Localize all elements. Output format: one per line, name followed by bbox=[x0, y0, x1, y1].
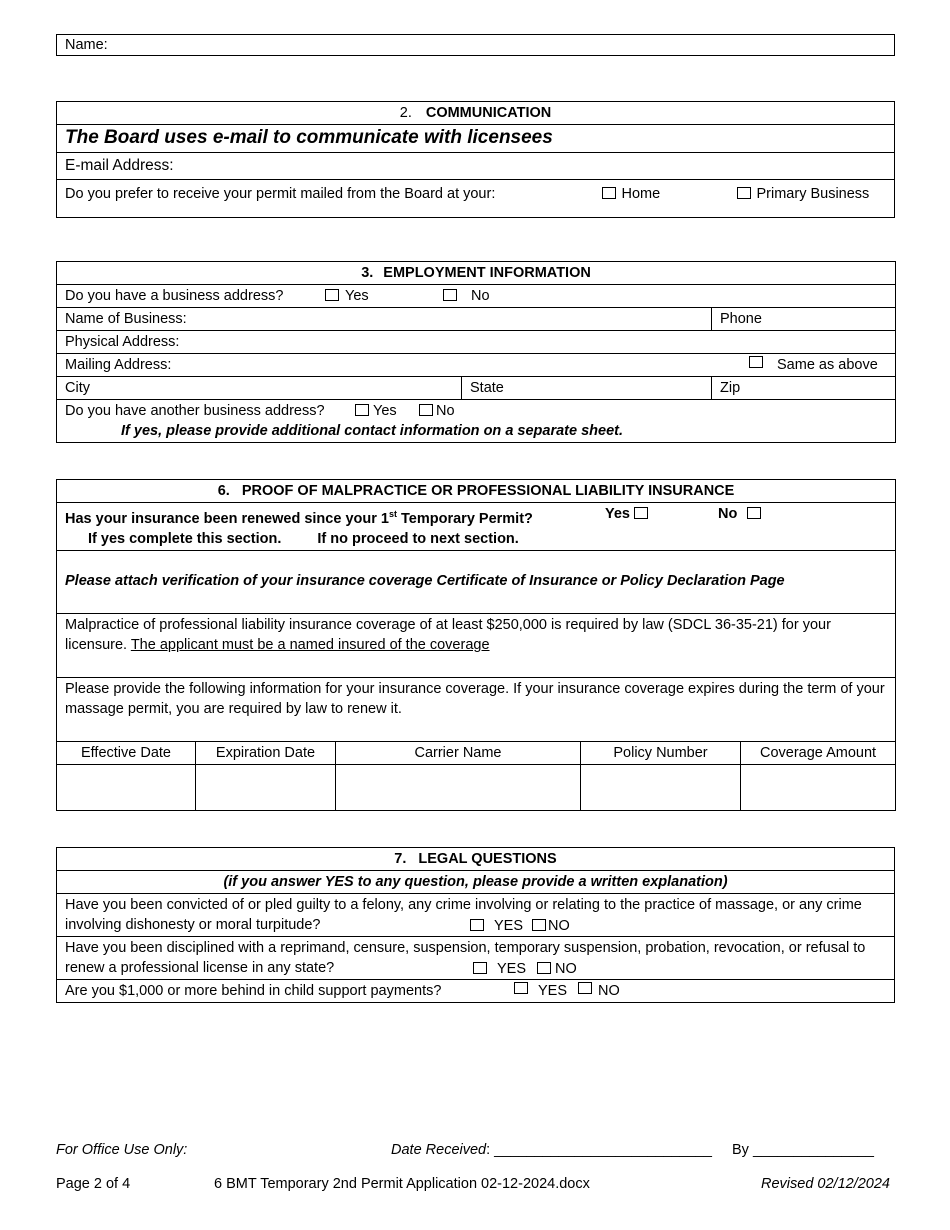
yes-label: YES bbox=[494, 918, 524, 934]
section-number: 3. bbox=[361, 265, 374, 281]
column-header: Coverage Amount bbox=[741, 741, 896, 764]
column-header: Policy Number bbox=[581, 741, 741, 764]
provide-paragraph: Please provide the following information for your insurance coverage. If your insurance coverage expires during the term of your massage permit, you are required by law to renew it. bbox=[57, 677, 896, 741]
yes-label: Yes bbox=[345, 288, 369, 304]
section-number: 7. bbox=[394, 851, 407, 867]
no-label: NO bbox=[598, 983, 620, 999]
if-yes-text: If yes complete this section. bbox=[88, 530, 282, 547]
named-insured-text: The applicant must be a named insured of the coverage bbox=[130, 636, 490, 653]
communication-section bbox=[56, 101, 895, 218]
city-label: City bbox=[65, 380, 90, 396]
email-label: E-mail Address: bbox=[65, 157, 174, 174]
home-label: Home bbox=[621, 186, 661, 202]
zip-field[interactable] bbox=[712, 377, 896, 400]
additional-contact-note: If yes, please provide additional contact information on a separate sheet. bbox=[121, 423, 623, 439]
office-use-label: For Office Use Only: bbox=[56, 1142, 188, 1158]
yes-label: Yes bbox=[373, 403, 397, 419]
city-field[interactable] bbox=[57, 377, 462, 400]
name-label: Name: bbox=[65, 37, 108, 53]
mailing-address-field[interactable] bbox=[57, 354, 896, 377]
column-header: Effective Date bbox=[57, 741, 196, 764]
law-paragraph: Malpractice of professional liability insurance coverage of at least $250,000 is required by law (SDCL 36-35-21) for your licensure. The applicant must be a named insured of the coverage bbox=[57, 613, 896, 677]
if-no-text: If no proceed to next section. bbox=[317, 530, 519, 547]
q2-yes-checkbox[interactable] bbox=[473, 962, 487, 974]
by-field: By _______________ bbox=[732, 1142, 874, 1158]
column-header: Carrier Name bbox=[336, 741, 581, 764]
q3-no-checkbox[interactable] bbox=[578, 982, 592, 994]
business-yes-checkbox[interactable] bbox=[325, 289, 339, 301]
yes-label: Yes bbox=[605, 506, 630, 522]
physical-address-field[interactable] bbox=[57, 331, 896, 354]
legal-question: Have you been disciplined with a reprimand, censure, suspension, temporary suspension, probation, revocation, or refusal to renew a professional license in any state? bbox=[65, 940, 866, 976]
coverage-amount-field[interactable] bbox=[741, 764, 896, 810]
no-label: NO bbox=[548, 918, 570, 934]
effective-date-field[interactable] bbox=[57, 764, 196, 810]
primary-business-label: Primary Business bbox=[756, 186, 870, 202]
file-name: 6 BMT Temporary 2nd Permit Application 02-12-2024.docx bbox=[214, 1176, 590, 1192]
legal-section bbox=[56, 847, 895, 1003]
q1-no-checkbox[interactable] bbox=[532, 919, 546, 931]
section-title: PROOF OF MALPRACTICE OR PROFESSIONAL LIABILITY INSURANCE bbox=[241, 483, 735, 499]
zip-label: Zip bbox=[720, 380, 741, 396]
q3-yes-checkbox[interactable] bbox=[514, 982, 528, 994]
phone-label: Phone bbox=[720, 311, 762, 327]
section-title: EMPLOYMENT INFORMATION bbox=[383, 265, 591, 281]
section-title: COMMUNICATION bbox=[425, 105, 552, 121]
revised-date: Revised 02/12/2024 bbox=[761, 1176, 890, 1192]
another-address-question: Do you have another business address? bbox=[65, 403, 325, 419]
renewed-question: Has your insurance been renewed since your 1st Temporary Permit? bbox=[65, 509, 533, 527]
email-field[interactable] bbox=[57, 153, 895, 180]
primary-business-checkbox[interactable] bbox=[737, 187, 751, 199]
yes-label: YES bbox=[538, 983, 568, 999]
business-name-label: Name of Business: bbox=[65, 311, 187, 327]
q1-yes-checkbox[interactable] bbox=[470, 919, 484, 931]
name-field[interactable] bbox=[57, 35, 895, 56]
section-number: 6. bbox=[217, 483, 230, 499]
legal-question: Are you $1,000 or more behind in child support payments? bbox=[65, 983, 442, 999]
policy-number-field[interactable] bbox=[581, 764, 741, 810]
home-checkbox[interactable] bbox=[602, 187, 616, 199]
q2-no-checkbox[interactable] bbox=[537, 962, 551, 974]
mailing-address-label: Mailing Address: bbox=[65, 357, 172, 373]
renewed-no-checkbox[interactable] bbox=[747, 507, 761, 519]
legal-question-row bbox=[57, 937, 895, 980]
no-label: No bbox=[718, 506, 738, 522]
page-number: Page 2 of 4 bbox=[56, 1176, 131, 1192]
business-name-field[interactable] bbox=[57, 308, 712, 331]
expiration-date-field[interactable] bbox=[196, 764, 336, 810]
attach-instruction: Please attach verification of your insurance coverage Certificate of Insurance or Policy Declaration Page bbox=[57, 550, 896, 613]
same-as-above-label: Same as above bbox=[777, 357, 878, 373]
state-field[interactable] bbox=[462, 377, 712, 400]
employment-section bbox=[56, 261, 896, 443]
communication-intro: The Board uses e-mail to communicate with licensees bbox=[65, 127, 553, 148]
legal-question-row bbox=[57, 980, 895, 1003]
no-label: NO bbox=[555, 961, 577, 977]
section-title: LEGAL QUESTIONS bbox=[418, 851, 557, 867]
another-no-checkbox[interactable] bbox=[419, 404, 433, 416]
yes-label: YES bbox=[497, 961, 527, 977]
column-header: Expiration Date bbox=[196, 741, 336, 764]
no-label: No bbox=[436, 403, 455, 419]
physical-address-label: Physical Address: bbox=[65, 334, 180, 350]
business-address-question: Do you have a business address? bbox=[65, 288, 284, 304]
section-number: 2. bbox=[399, 105, 412, 121]
mail-question: Do you prefer to receive your permit mailed from the Board at your: bbox=[65, 186, 496, 202]
insurance-section bbox=[56, 479, 896, 811]
legal-question: Have you been convicted of or pled guilty to a felony, any crime involving or relating to the practice of massage, or any crime involving dishonesty or moral turpitude? bbox=[65, 897, 862, 933]
name-box bbox=[56, 34, 895, 56]
renewed-yes-checkbox[interactable] bbox=[634, 507, 648, 519]
date-received: Date Received: ___________________________ bbox=[391, 1142, 712, 1158]
same-as-above-checkbox[interactable] bbox=[749, 356, 763, 368]
legal-question-row bbox=[57, 894, 895, 937]
another-yes-checkbox[interactable] bbox=[355, 404, 369, 416]
legal-subtitle: (if you answer YES to any question, please provide a written explanation) bbox=[57, 871, 895, 894]
phone-field[interactable] bbox=[712, 308, 896, 331]
no-label: No bbox=[471, 288, 490, 304]
carrier-name-field[interactable] bbox=[336, 764, 581, 810]
state-label: State bbox=[470, 380, 504, 396]
business-no-checkbox[interactable] bbox=[443, 289, 457, 301]
